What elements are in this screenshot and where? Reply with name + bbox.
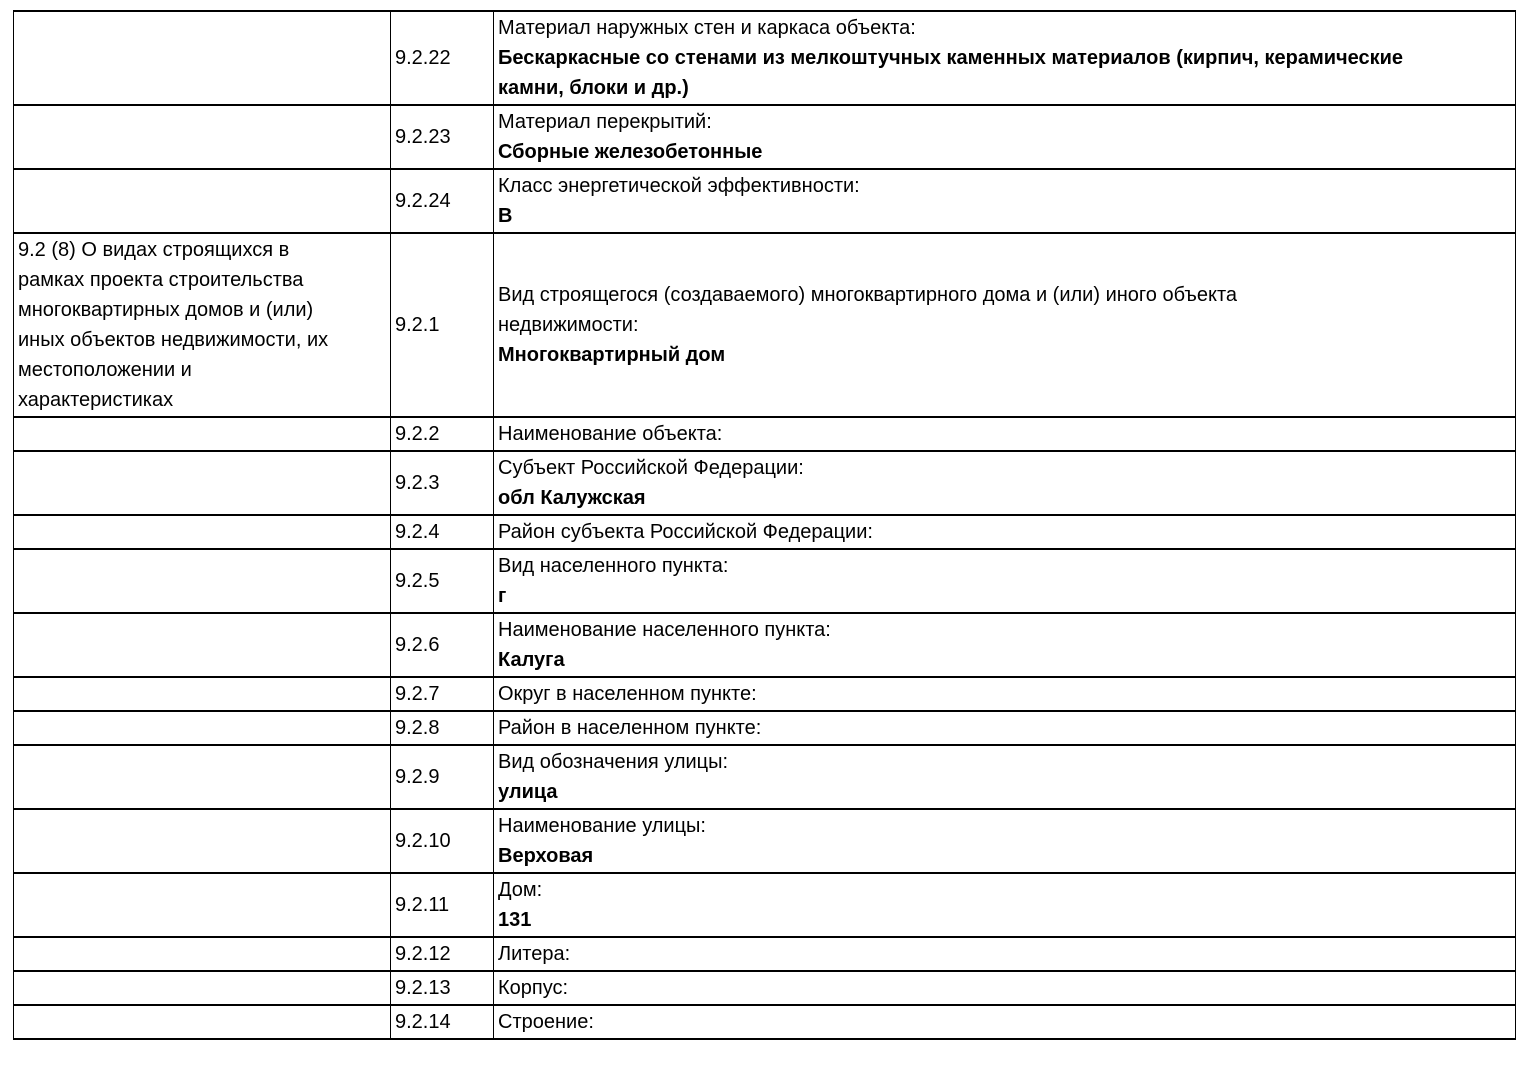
section-cell bbox=[14, 937, 391, 971]
section-cell bbox=[14, 549, 391, 613]
field-label: Наименование улицы: bbox=[498, 815, 706, 837]
item-content-cell bbox=[494, 233, 1516, 417]
item-number-cell bbox=[391, 451, 494, 515]
table-body bbox=[14, 11, 1516, 1039]
section-cell bbox=[14, 971, 391, 1005]
item-content-cell bbox=[494, 613, 1516, 677]
item-number-cell bbox=[391, 11, 494, 105]
item-number: 9.2.11 bbox=[395, 894, 450, 916]
item-number-cell bbox=[391, 515, 494, 549]
item-number: 9.2.22 bbox=[395, 47, 451, 69]
table-row bbox=[14, 169, 1516, 233]
item-number: 9.2.8 bbox=[395, 717, 440, 739]
item-number-cell bbox=[391, 417, 494, 451]
table-row bbox=[14, 971, 1516, 1005]
table-row bbox=[14, 745, 1516, 809]
field-value: г bbox=[498, 585, 507, 607]
section-cell bbox=[14, 515, 391, 549]
field-value: Бескаркасные со стенами из мелкоштучных каменных материалов (кирпич, керамические камни, блоки и др.) bbox=[498, 47, 1404, 99]
section-cell bbox=[14, 11, 391, 105]
item-content-cell bbox=[494, 937, 1516, 971]
item-number: 9.2.4 bbox=[395, 521, 440, 543]
field-label: Вид обозначения улицы: bbox=[498, 751, 729, 773]
item-content-cell bbox=[494, 105, 1516, 169]
item-number: 9.2.24 bbox=[395, 190, 451, 212]
item-number: 9.2.23 bbox=[395, 126, 451, 148]
table-row bbox=[14, 711, 1516, 745]
table-row bbox=[14, 11, 1516, 105]
item-content-cell bbox=[494, 11, 1516, 105]
section-cell bbox=[14, 169, 391, 233]
item-content-cell bbox=[494, 745, 1516, 809]
item-number: 9.2.1 bbox=[395, 314, 440, 336]
item-content-cell bbox=[494, 515, 1516, 549]
item-content-cell bbox=[494, 451, 1516, 515]
table-row bbox=[14, 677, 1516, 711]
table-row bbox=[14, 233, 1516, 417]
item-content-cell bbox=[494, 809, 1516, 873]
item-number: 9.2.13 bbox=[395, 977, 451, 999]
item-number-cell bbox=[391, 613, 494, 677]
table-row bbox=[14, 1005, 1516, 1039]
field-value: 131 bbox=[498, 909, 532, 931]
field-value: Сборные железобетонные bbox=[498, 141, 763, 163]
field-label: Округ в населенном пункте: bbox=[498, 683, 757, 705]
section-cell bbox=[14, 417, 391, 451]
item-content-cell bbox=[494, 711, 1516, 745]
section-cell bbox=[14, 233, 391, 417]
item-number: 9.2.5 bbox=[395, 570, 440, 592]
field-label: Материал наружных стен и каркаса объекта: bbox=[498, 17, 916, 39]
item-content-cell bbox=[494, 971, 1516, 1005]
table-row bbox=[14, 515, 1516, 549]
field-label: Район в населенном пункте: bbox=[498, 717, 762, 739]
item-number: 9.2.12 bbox=[395, 943, 451, 965]
field-label: Вид строящегося (создаваемого) многоквартирного дома и (или) иного объекта недвижимости: bbox=[498, 284, 1238, 336]
field-label: Корпус: bbox=[498, 977, 569, 999]
section-cell bbox=[14, 873, 391, 937]
item-content-cell bbox=[494, 1005, 1516, 1039]
section-cell bbox=[14, 105, 391, 169]
item-number-cell bbox=[391, 105, 494, 169]
field-label: Материал перекрытий: bbox=[498, 111, 712, 133]
item-number-cell bbox=[391, 169, 494, 233]
field-label: Район субъекта Российской Федерации: bbox=[498, 521, 873, 543]
field-value: улица bbox=[498, 781, 558, 803]
item-number-cell bbox=[391, 937, 494, 971]
item-number-cell bbox=[391, 809, 494, 873]
item-content-cell bbox=[494, 169, 1516, 233]
item-number-cell bbox=[391, 711, 494, 745]
section-cell bbox=[14, 711, 391, 745]
item-number: 9.2.6 bbox=[395, 634, 440, 656]
item-content-cell bbox=[494, 417, 1516, 451]
section-cell bbox=[14, 745, 391, 809]
table-row bbox=[14, 613, 1516, 677]
section-cell bbox=[14, 1005, 391, 1039]
item-number-cell bbox=[391, 233, 494, 417]
section-cell bbox=[14, 613, 391, 677]
item-number-cell bbox=[391, 1005, 494, 1039]
section-cell bbox=[14, 809, 391, 873]
item-number: 9.2.2 bbox=[395, 423, 440, 445]
item-content-cell bbox=[494, 873, 1516, 937]
item-content-cell bbox=[494, 677, 1516, 711]
item-number-cell bbox=[391, 971, 494, 1005]
field-label: Строение: bbox=[498, 1011, 594, 1033]
item-number: 9.2.3 bbox=[395, 472, 440, 494]
table-row bbox=[14, 451, 1516, 515]
table-row bbox=[14, 105, 1516, 169]
item-number: 9.2.7 bbox=[395, 683, 440, 705]
item-number-cell bbox=[391, 873, 494, 937]
item-number: 9.2.10 bbox=[395, 830, 451, 852]
field-label: Литера: bbox=[498, 943, 571, 965]
declaration-table bbox=[13, 10, 1516, 1040]
table-row bbox=[14, 937, 1516, 971]
field-label: Класс энергетической эффективности: bbox=[498, 175, 860, 197]
section-text: 9.2 (8) О видах строящихся в рамках проекта строительства многоквартирных домов и (или) иных объектов недвижимости, их местоположении и характеристиках bbox=[18, 239, 329, 411]
field-value: В bbox=[498, 205, 513, 227]
field-value: Калуга bbox=[498, 649, 565, 671]
item-number: 9.2.9 bbox=[395, 766, 440, 788]
field-label: Дом: bbox=[498, 879, 543, 901]
field-label: Наименование населенного пункта: bbox=[498, 619, 831, 641]
item-number-cell bbox=[391, 745, 494, 809]
table-row bbox=[14, 873, 1516, 937]
field-label: Наименование объекта: bbox=[498, 423, 723, 445]
table-row bbox=[14, 809, 1516, 873]
field-value: обл Калужская bbox=[498, 487, 646, 509]
item-number-cell bbox=[391, 677, 494, 711]
section-cell bbox=[14, 677, 391, 711]
field-value: Верховая bbox=[498, 845, 594, 867]
field-value: Многоквартирный дом bbox=[498, 344, 726, 366]
table-row bbox=[14, 417, 1516, 451]
item-number: 9.2.14 bbox=[395, 1011, 451, 1033]
item-number-cell bbox=[391, 549, 494, 613]
field-label: Субъект Российской Федерации: bbox=[498, 457, 804, 479]
table-row bbox=[14, 549, 1516, 613]
field-label: Вид населенного пункта: bbox=[498, 555, 729, 577]
section-cell bbox=[14, 451, 391, 515]
item-content-cell bbox=[494, 549, 1516, 613]
